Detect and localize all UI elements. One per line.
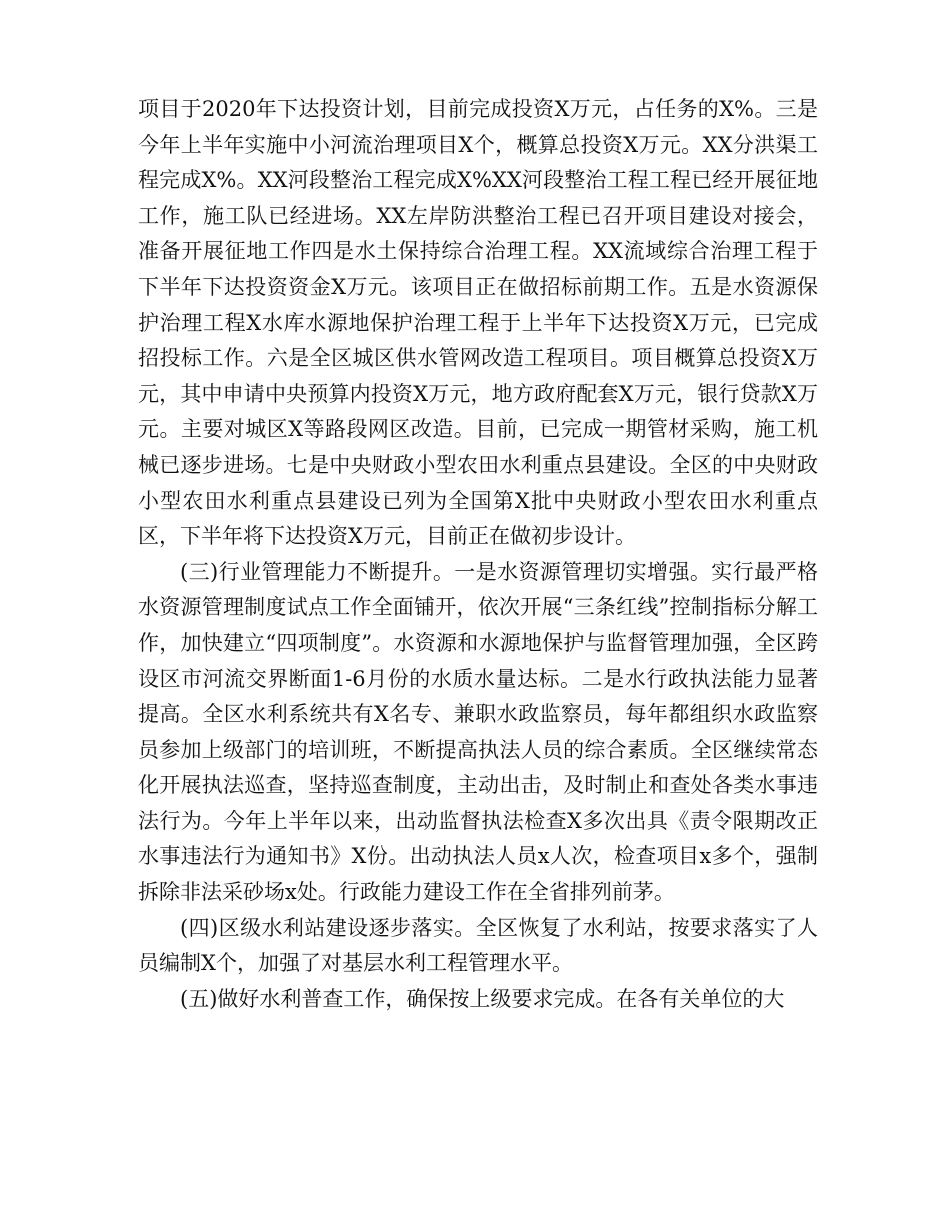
paragraph-water-station: (四)区级水利站建设逐步落实。全区恢复了水利站，按要求落实了人员编制X个，加强了对基层水利工程管理水平。 [138,915,818,976]
document-page [138,92,818,1017]
paragraph-water-census: (五)做好水利普查工作，确保按上级要求完成。在各有关单位的大 [180,986,785,1011]
paragraph-industry-management: (三)行业管理能力不断提升。一是水资源管理切实增强。实行最严格水资源管理制度试点工作全面铺开，依次开展“三条红线”控制指标分解工作，加快建立“四项制度”。水资源和水源地保护与监督管理加强，全区跨设区市河流交界断面1-6月份的水质水量达标。二是水行政执法能力显著提高。全区水利系统共有X名专、兼职水政监察员，每年都组织水政监察员参加上级部门的培训班，不断提高执法人员的综合素质。全区继续常态化开展执法巡查，坚持巡查制度，主动出击，及时制止和查处各类水事违法行为。今年上半年以来，出动监督执法检查X多次出具《责令限期改正水事违法行为通知书》X份。出动执法人员x人次，检查项目x多个，强制拆除非法采砂场x处。行政能力建设工作在全省排列前茅。 [138,559,818,905]
paragraph-project-investment: 项目于2020年下达投资计划，目前完成投资X万元，占任务的X%。三是今年上半年实施中小河流治理项目X个，概算总投资X万元。XX分洪渠工程完成X%。XX河段整治工程完成X%XX河段整治工程工程已经开展征地工作，施工队已经进场。XX左岸防洪整治工程已召开项目建设对接会，准备开展征地工作四是水土保持综合治理工程。XX流域综合治理工程于下半年下达投资资金X万元。该项目正在做招标前期工作。五是水资源保护治理工程X水库水源地保护治理工程于上半年下达投资X万元，已完成招投标工作。六是全区城区供水管网改造工程项目。项目概算总投资X万元，其中申请中央预算内投资X万元，地方政府配套X万元，银行贷款X万元。主要对城区X等路段网区改造。目前，已完成一期管材采购，施工机械已逐步进场。七是中央财政小型农田水利重点县建设。全区的中央财政小型农田水利重点县建设已列为全国第X批中央财政小型农田水利重点区，下半年将下达投资X万元，目前正在做初步设计。 [138,97,818,549]
